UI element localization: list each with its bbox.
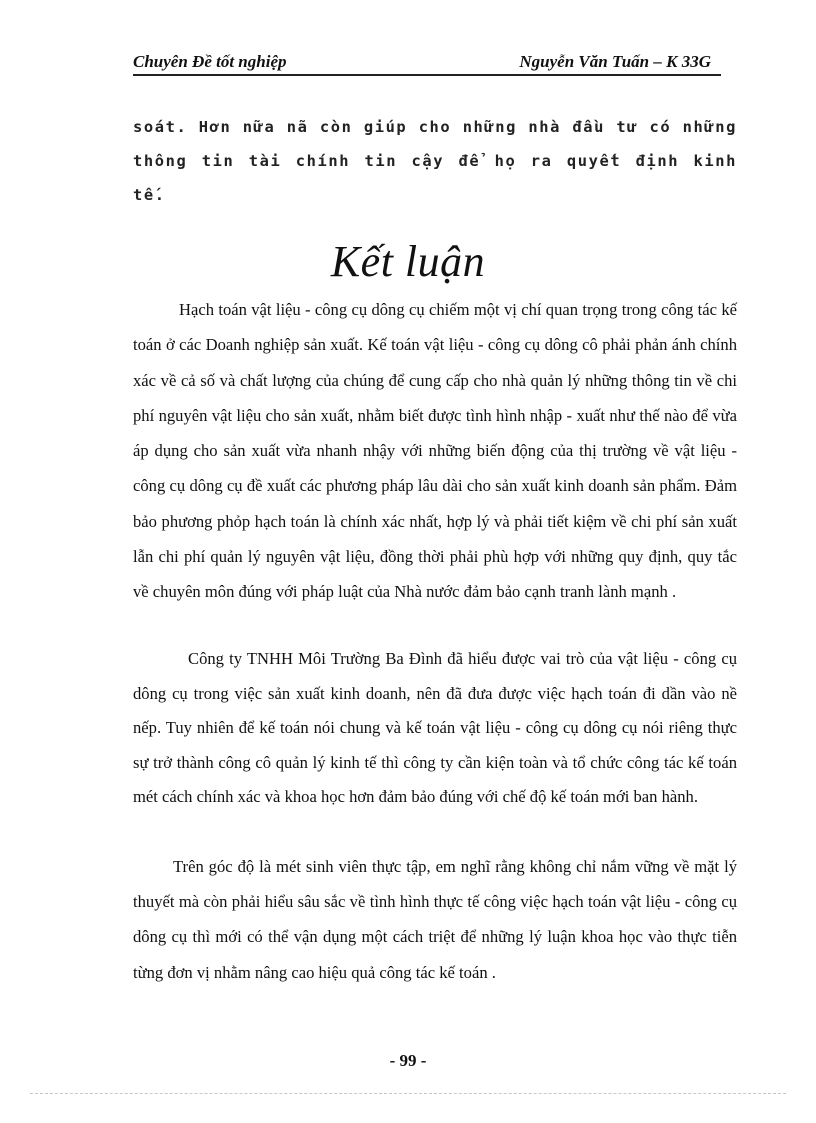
page-header [133, 50, 721, 76]
header-author: Nguyễn Văn Tuấn – K 33G [519, 52, 711, 71]
page-bottom-divider [30, 1093, 786, 1094]
body-paragraph-1: Hạch toán vật liệu - công cụ dông cụ chiếm một vị chí quan trọng trong công tác kế toán ở các Doanh nghiệp sản xuất. Kế toán vật liệu - công cụ dông cô phải phản ánh chính xác về cả số và chất lượng của chúng để cung cấp cho nhà quản lý những thông tin về chi phí nguyên vật liệu cho sản xuất, nhằm biết được tình hình nhập - xuất như thế nào để vừa áp dụng cho sản xuất vừa nhanh nhậy với những biến động của thị trường về vật liệu - công cụ dông cụ đề xuất các phương pháp lâu dài cho sản xuất kinh doanh sản phẩm. Đảm bảo phương phỏp hạch toán là chính xác nhất, hợp lý và phải tiết kiệm về chi phí sản xuất lẫn chi phí quản lý nguyên vật liệu, đồng thời phải phù hợp với những quy định, quy tắc về chuyên môn đúng với pháp luật của Nhà nước đảm bảo cạnh tranh lành mạnh . [133, 300, 737, 602]
body-paragraph-3: Trên góc độ là mét sinh viên thực tập, em nghĩ rằng không chỉ nắm vững về mặt lý thuyết mà còn phải hiểu sâu sắc về tình hình thực tế công việc hạch toán vật liệu - công cụ dông cụ thì mới có thể vận dụng một cách triệt để những lý luận khoa học vào thực tiễn từng đơn vị nhằm nâng cao hiệu quả công tác kế toán . [133, 857, 737, 982]
body-paragraph-2: Công ty TNHH Môi Trường Ba Đình đã hiểu được vai trò của vật liệu - công cụ dông cụ trong việc sản xuất kinh doanh, nên đã đưa được việc hạch toán đi dần vào nề nếp. Tuy nhiên để kế toán nói chung và kế toán vật liệu - công cụ dông cụ nói riêng thực sự trở thành công cô quản lý kinh tế thì công ty cần kiện toàn và tổ chức công tác kế toán mét cách chính xác và khoa học hơn đảm bảo đúng với chế độ kế toán mới ban hành. [133, 649, 737, 806]
intro-paragraph: soát. Hơn nữa nã còn giúp cho những nhà đầu tư có những thông tin tài chính tin cậy để họ ra quyết định kinh tế. [133, 118, 737, 204]
header-document-title: Chuyên Đề tốt nghiệp [133, 52, 287, 71]
page-number: - 99 - [389, 1051, 427, 1070]
section-title: Kết luận [330, 237, 486, 286]
